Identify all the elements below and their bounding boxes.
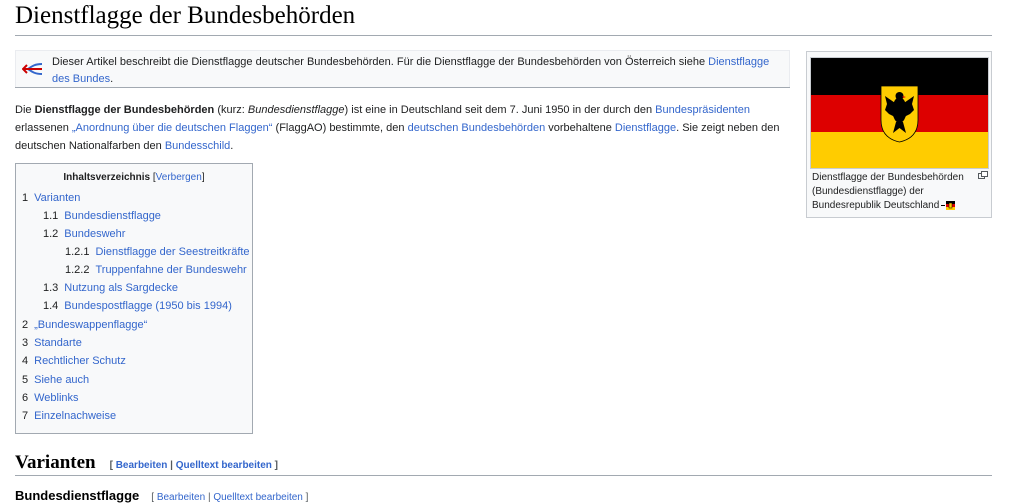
page-title: Dienstflagge der Bundesbehörden (15, 2, 356, 29)
flag-image[interactable] (810, 57, 989, 169)
flag-graphic (811, 58, 988, 168)
toc-item[interactable] (65, 244, 250, 260)
toc-item[interactable] (43, 208, 161, 224)
subsection-heading-text: Bundesdienstflagge (15, 488, 140, 503)
intro-text: . Sie zeigt neben den deutschen Nationalfarben den (15, 122, 780, 152)
hatnote-text-after: . (110, 73, 114, 85)
hatnote-text (52, 54, 784, 88)
toc-number: 7 (22, 410, 29, 422)
link-anordnung[interactable]: „Anordnung über die deutschen Flaggen“ (71, 122, 273, 134)
section-heading-bundesdienstflagge (15, 488, 308, 503)
toc-link[interactable]: Einzelnachweise (34, 410, 117, 422)
section-heading-varianten (15, 452, 278, 474)
toc-item[interactable] (43, 226, 125, 242)
toc-link[interactable]: „Bundeswappenflagge“ (34, 319, 148, 331)
toc-number: 4 (22, 355, 29, 367)
toc-number: 5 (22, 374, 29, 386)
toc-link[interactable]: Standarte (34, 337, 82, 349)
infobox-caption-text: Dienstflagge der Bundesbehörden (Bundesdienstflagge) der Bundesrepublik Deutschland (812, 172, 964, 211)
section-heading-text: Varianten (15, 452, 96, 473)
intro-bold-term: Dienstflagge der Bundesbehörden (34, 104, 215, 116)
federal-shield-icon (881, 86, 918, 142)
toc-item[interactable] (22, 390, 79, 406)
toc-item[interactable] (22, 317, 147, 333)
edit-subsection-source-button[interactable]: Quelltext bearbeiten (213, 492, 303, 503)
intro-paragraph (15, 101, 790, 155)
intro-text: (FlaggAO) bestimmte, den (272, 122, 408, 134)
link-dienstflagge[interactable]: Dienstflagge (614, 122, 677, 134)
edit-bracket: ] (302, 492, 309, 503)
toc-number: 1.4 (43, 300, 59, 312)
link-bundespraesidenten[interactable]: Bundespräsidenten (655, 104, 750, 116)
toc-link[interactable]: Bundeswehr (64, 228, 126, 240)
toc-toggle-bracket: [ (152, 172, 156, 183)
toc-number: 1 (22, 192, 29, 204)
infobox (806, 51, 992, 218)
disambiguation-arrow-icon (22, 61, 44, 77)
toc-number: 1.2.2 (65, 264, 90, 276)
toc-number: 1.2 (43, 228, 59, 240)
toc-link[interactable]: Nutzung als Sargdecke (64, 282, 179, 294)
toc-link[interactable]: Bundesdienstflagge (64, 210, 161, 222)
edit-bracket: [ (151, 492, 157, 503)
toc-number: 3 (22, 337, 29, 349)
edit-source-button[interactable]: Quelltext bearbeiten (175, 460, 272, 471)
subsection-edit-links (151, 492, 308, 503)
infobox-caption (812, 171, 978, 213)
link-bundesschild[interactable]: Bundesschild (164, 140, 231, 152)
section-divider (15, 475, 992, 476)
toc-number: 1.1 (43, 210, 59, 222)
edit-separator: | (205, 492, 214, 503)
title-divider (15, 35, 992, 36)
hatnote-divider (15, 87, 790, 88)
intro-text: vorbehaltene (545, 122, 615, 134)
toc-toggle-button[interactable]: Verbergen (155, 172, 202, 183)
toc-item[interactable] (43, 298, 232, 314)
intro-italic-term: Bundesdienstflagge (247, 104, 345, 116)
toc-number: 2 (22, 319, 29, 331)
toc-link[interactable]: Dienstflagge der Seestreitkräfte (95, 246, 250, 258)
service-flag-icon (941, 201, 955, 210)
hatnote (15, 50, 790, 88)
toc-link[interactable]: Rechtlicher Schutz (34, 355, 126, 367)
hatnote-link[interactable]: Dienstflagge des Bundes (52, 56, 770, 85)
toc-item[interactable] (22, 335, 82, 351)
toc-link[interactable]: Truppenfahne der Bundeswehr (95, 264, 247, 276)
link-bundesbehoerden[interactable]: deutschen Bundesbehörden (407, 122, 546, 134)
toc-item[interactable] (22, 408, 116, 424)
intro-text: erlassenen (15, 122, 72, 134)
toc-link[interactable]: Bundespostflagge (1950 bis 1994) (64, 300, 232, 312)
edit-bracket: ] (271, 460, 278, 471)
enlarge-icon[interactable] (978, 171, 988, 179)
intro-text: ) ist eine in Deutschland seit dem 7. Juni 1950 in der durch den (344, 104, 656, 116)
toc-header (16, 172, 252, 183)
hatnote-text-before: Dieser Artikel beschreibt die Dienstflagge deutscher Bundesbehörden. Für die Dienstflagge der Bundesbehörden von Österreich siehe (52, 56, 709, 68)
intro-text: Die (15, 104, 35, 116)
toc-number: 6 (22, 392, 29, 404)
section-edit-links (110, 460, 278, 471)
intro-text: (kurz: (214, 104, 248, 116)
table-of-contents (15, 163, 253, 434)
toc-item[interactable] (22, 353, 126, 369)
intro-text: . (230, 140, 234, 152)
toc-item[interactable] (65, 262, 247, 278)
toc-item[interactable] (22, 372, 89, 388)
toc-number: 1.3 (43, 282, 59, 294)
edit-subsection-button[interactable]: Bearbeiten (156, 492, 206, 503)
toc-number: 1.2.1 (65, 246, 90, 258)
toc-link[interactable]: Varianten (34, 192, 81, 204)
toc-link[interactable]: Siehe auch (34, 374, 90, 386)
edit-bracket: [ (109, 460, 116, 471)
toc-toggle-bracket: ] (201, 172, 205, 183)
toc-title: Inhaltsverzeichnis (63, 172, 151, 183)
toc-link[interactable]: Weblinks (34, 392, 79, 404)
edit-section-button[interactable]: Bearbeiten (115, 460, 168, 471)
toc-item[interactable] (43, 280, 178, 296)
edit-separator: | (167, 460, 176, 471)
toc-item[interactable] (22, 190, 80, 206)
